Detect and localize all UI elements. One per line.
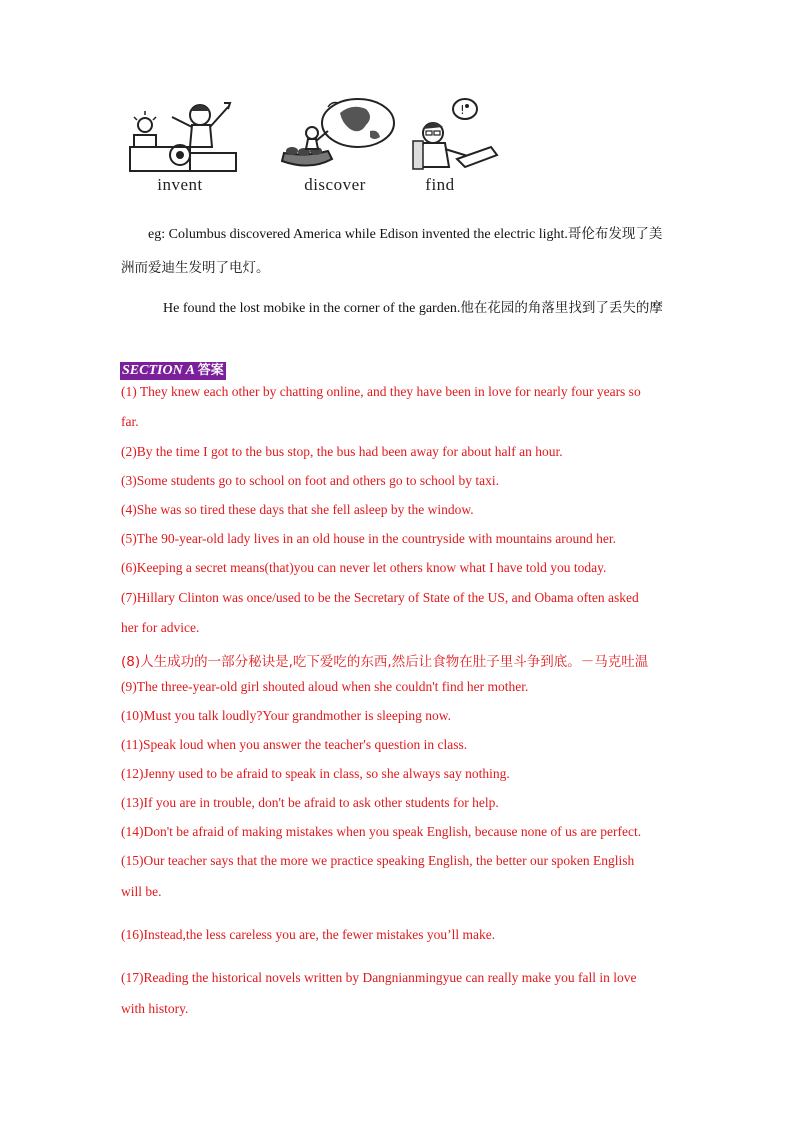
verb-illustrations	[120, 95, 500, 205]
invent-label: invent	[157, 175, 203, 194]
answer-line: (17)Reading the historical novels written by Dangnianmingyue can really make you fall in love	[121, 970, 637, 985]
example-line-1	[148, 224, 662, 245]
example-line-3	[163, 298, 663, 319]
answer-line: (13)If you are in trouble, don't be afraid to ask other students for help.	[121, 795, 499, 810]
example-line-3-en: He found the lost mobike in the corner of the garden.	[163, 301, 461, 316]
answer-line: (7)Hillary Clinton was once/used to be the Secretary of State of the US, and Obama often asked	[121, 590, 639, 605]
answer-line: will be.	[121, 884, 162, 899]
answer-line: (4)She was so tired these days that she fell asleep by the window.	[121, 502, 474, 517]
section-title-en: SECTION A	[122, 363, 195, 378]
discover-label: discover	[304, 175, 366, 194]
answer-line: (2)By the time I got to the bus stop, the bus had been away for about half an hour.	[121, 444, 563, 459]
find-illustration	[405, 95, 505, 194]
answer-line: far.	[121, 414, 139, 429]
answer-line: (15)Our teacher says that the more we practice speaking English, the better our spoken English	[121, 853, 635, 868]
answer-line: (11)Speak loud when you answer the teacher's question in class.	[121, 737, 468, 752]
svg-text:!: !	[460, 103, 465, 117]
answer-line: (12)Jenny used to be afraid to speak in class, so she always say nothing.	[121, 766, 510, 781]
answer-line: (1) They knew each other by chatting online, and they have been in love for nearly four years so	[121, 384, 641, 399]
inventor-at-machine-icon	[120, 95, 240, 175]
section-heading	[120, 362, 226, 380]
answer-line: (6)Keeping a secret means(that)you can never let others know what I have told you today.	[121, 560, 607, 575]
answer-line: (3)Some students go to school on foot and others go to school by taxi.	[121, 473, 499, 488]
answer-line: with history.	[121, 1001, 189, 1016]
invent-illustration	[120, 95, 240, 194]
example-line-1-zh: 哥伦布发现了美	[567, 226, 663, 242]
answer-line: (5)The 90-year-old lady lives in an old house in the countryside with mountains around her.	[121, 531, 616, 546]
explorer-discovering-globe-icon	[270, 95, 400, 175]
answer-line: (14)Don't be afraid of making mistakes when you speak English, because none of us are perfect.	[121, 824, 642, 839]
discover-illustration	[270, 95, 400, 194]
example-line-1-en: eg: Columbus discovered America while Edison invented the electric light.	[148, 227, 568, 242]
answer-line: (8)人生成功的一部分秘诀是,吃下爱吃的东西,然后让食物在肚子里斗争到底。－马克吐温	[121, 654, 649, 670]
answer-line: (10)Must you talk loudly?Your grandmother is sleeping now.	[121, 708, 451, 723]
answer-line: (16)Instead,the less careless you are, the fewer mistakes you’ll make.	[121, 927, 496, 942]
person-finding-object-icon	[405, 95, 505, 175]
find-label: find	[425, 175, 455, 194]
example-line-2: 洲而爱迪生发明了电灯。	[121, 260, 270, 276]
answer-line: her for advice.	[121, 620, 200, 635]
section-title-zh: 答案	[197, 363, 224, 378]
answer-line: (9)The three-year-old girl shouted aloud when she couldn't find her mother.	[121, 679, 529, 694]
example-line-3-zh: 他在花园的角落里找到了丢失的摩	[460, 300, 663, 316]
